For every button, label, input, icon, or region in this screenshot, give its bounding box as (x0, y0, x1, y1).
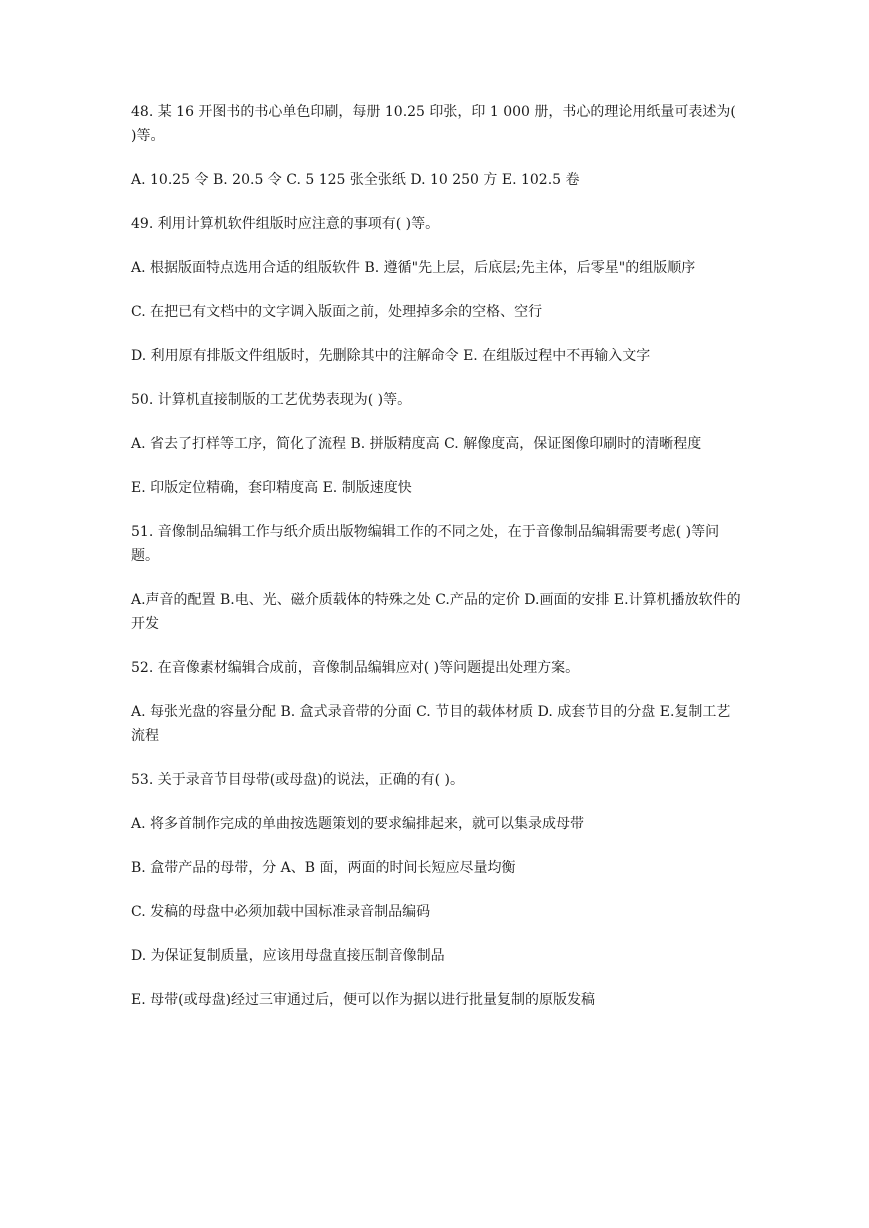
question-49-options-ab: A. 根据版面特点选用合适的组版软件 B. 遵循"先上层，后底层;先主体，后零星"的组版顺序 (131, 260, 696, 276)
question-50-options-abc: A. 省去了打样等工序，简化了流程 B. 拼版精度高 C. 解像度高，保证图像印刷时的清晰程度 (131, 436, 702, 452)
document-page (131, 100, 741, 1032)
question-52-stem: 52. 在音像素材编辑合成前，音像制品编辑应对( )等问题提出处理方案。 (131, 660, 580, 676)
question-53-option-b: B. 盒带产品的母带，分 A、B 面，两面的时间长短应尽量均衡 (131, 860, 516, 876)
question-53-option-e: E. 母带(或母盘)经过三审通过后，便可以作为据以进行批量复制的原版发稿 (131, 992, 596, 1008)
question-53-option-d: D. 为保证复制质量，应该用母盘直接压制音像制品 (131, 948, 445, 964)
question-50-stem: 50. 计算机直接制版的工艺优势表现为( )等。 (131, 392, 412, 408)
question-49-stem: 49. 利用计算机软件组版时应注意的事项有( )等。 (131, 216, 440, 232)
question-53-option-c: C. 发稿的母盘中必须加载中国标准录音制品编码 (131, 904, 431, 920)
question-51-stem: 51. 音像制品编辑工作与纸介质出版物编辑工作的不同之处，在于音像制品编辑需要考虑( )等问题。 (131, 524, 720, 564)
question-49-option-c: C. 在把已有文档中的文字调入版面之前，处理掉多余的空格、空行 (131, 304, 543, 320)
question-53-stem: 53. 关于录音节目母带(或母盘)的说法，正确的有( )。 (131, 772, 465, 788)
question-50-options-de: E. 印版定位精确，套印精度高 E. 制版速度快 (131, 480, 412, 496)
question-52-options: A. 每张光盘的容量分配 B. 盒式录音带的分面 C. 节目的载体材质 D. 成套节目的分盘 E.复制工艺流程 (131, 704, 731, 744)
question-53-option-a: A. 将多首制作完成的单曲按选题策划的要求编排起来，就可以集录成母带 (131, 816, 585, 832)
question-51-options: A.声音的配置 B.电、光、磁介质载体的特殊之处 C.产品的定价 D.画面的安排 E.计算机播放软件的开发 (131, 592, 741, 632)
question-48-options: A. 10.25 令 B. 20.5 令 C. 5 125 张全张纸 D. 10 250 方 E. 102.5 卷 (131, 172, 580, 188)
question-48-stem: 48. 某 16 开图书的书心单色印刷，每册 10.25 印张，印 1 000 册，书心的理论用纸量可表述为( )等。 (131, 104, 736, 144)
question-49-options-de: D. 利用原有排版文件组版时，先删除其中的注解命令 E. 在组版过程中不再输入文字 (131, 348, 651, 364)
